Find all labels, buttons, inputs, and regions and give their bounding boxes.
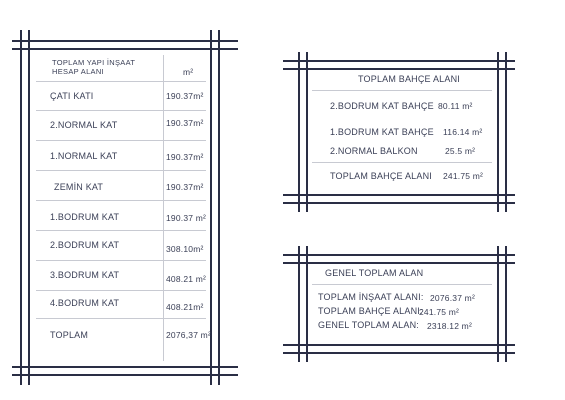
frame-line: [12, 374, 238, 376]
row-value: 190.37m²: [166, 182, 204, 192]
garden-row-label: 1.BODRUM KAT BAHÇE: [330, 127, 434, 137]
general-row-value: 2318.12 m²: [427, 321, 472, 331]
total-value: 2076,37 m²: [166, 330, 211, 340]
frame-line: [283, 60, 515, 62]
frame-line: [12, 48, 238, 50]
total-label: TOPLAM: [50, 330, 89, 340]
frame-line: [298, 52, 300, 212]
frame-line: [283, 202, 515, 204]
row-divider: [36, 140, 206, 141]
row-divider: [36, 200, 206, 201]
frame-line: [283, 68, 515, 70]
row-divider: [312, 162, 492, 163]
garden-title: TOPLAM BAHÇE ALANI: [358, 74, 460, 84]
row-label: ZEMİN KAT: [54, 182, 104, 192]
row-value: 190.37m²: [166, 91, 204, 101]
general-row-value: 2076.37 m²: [430, 293, 475, 303]
frame-line: [12, 366, 238, 368]
garden-row-value: 80.11 m²: [438, 101, 473, 111]
row-value: 190.37m²: [166, 152, 204, 162]
row-value: 308.10m²: [166, 244, 204, 254]
frame-line: [283, 262, 515, 264]
frame-line: [12, 40, 238, 42]
row-label: ÇATI KATI: [50, 91, 94, 101]
row-divider: [312, 284, 492, 285]
row-label: 1.NORMAL KAT: [50, 151, 118, 161]
table-header-label: [52, 58, 135, 76]
frame-line: [283, 352, 515, 354]
row-divider: [36, 318, 206, 319]
frame-line: [218, 30, 220, 385]
garden-total-label: TOPLAM BAHÇE ALANI: [330, 171, 432, 181]
frame-line: [306, 52, 308, 212]
garden-total-value: 241.75 m²: [443, 171, 484, 181]
row-label: 1.BODRUM KAT: [50, 212, 120, 222]
row-label: 3.BODRUM KAT: [50, 270, 120, 280]
garden-row-label: 2.NORMAL BALKON: [330, 146, 418, 156]
garden-row-value: 116.14 m²: [443, 127, 483, 137]
general-title: GENEL TOPLAM ALAN: [325, 268, 424, 278]
frame-line: [20, 30, 22, 385]
row-divider: [36, 290, 206, 291]
frame-line: [283, 344, 515, 346]
garden-row-label: 2.BODRUM KAT BAHÇE: [330, 101, 434, 111]
row-value: 190.37m²: [166, 118, 204, 128]
row-label: 2.NORMAL KAT: [50, 120, 118, 130]
row-divider: [36, 230, 206, 231]
frame-line: [306, 246, 308, 362]
row-label: 2.BODRUM KAT: [50, 240, 120, 250]
frame-line: [497, 246, 499, 362]
frame-line: [505, 246, 507, 362]
general-row-value: 241.75 m²: [419, 307, 460, 317]
frame-line: [283, 254, 515, 256]
row-divider: [36, 170, 206, 171]
column-divider: [163, 55, 164, 361]
row-divider: [36, 110, 206, 111]
row-value: 408.21m²: [166, 302, 204, 312]
row-divider: [36, 260, 206, 261]
row-label: 4.BODRUM KAT: [50, 298, 120, 308]
row-divider: [36, 81, 206, 82]
general-row-label: GENEL TOPLAM ALAN:: [318, 320, 419, 330]
frame-line: [28, 30, 30, 385]
row-value: 408.21 m²: [166, 274, 207, 284]
garden-row-value: 25.5 m²: [445, 146, 476, 156]
general-row-label: TOPLAM BAHÇE ALANI:: [318, 306, 423, 316]
row-divider: [312, 90, 492, 91]
unit-header: m²: [183, 67, 194, 77]
header-line-1: TOPLAM YAPI İNŞAAT: [52, 58, 136, 67]
frame-line: [497, 52, 499, 212]
header-line-2: HESAP ALANI: [52, 67, 104, 76]
general-row-label: TOPLAM İNŞAAT ALANI:: [318, 292, 424, 302]
frame-line: [298, 246, 300, 362]
row-value: 190.37 m²: [166, 213, 207, 223]
frame-line: [505, 52, 507, 212]
frame-line: [283, 194, 515, 196]
